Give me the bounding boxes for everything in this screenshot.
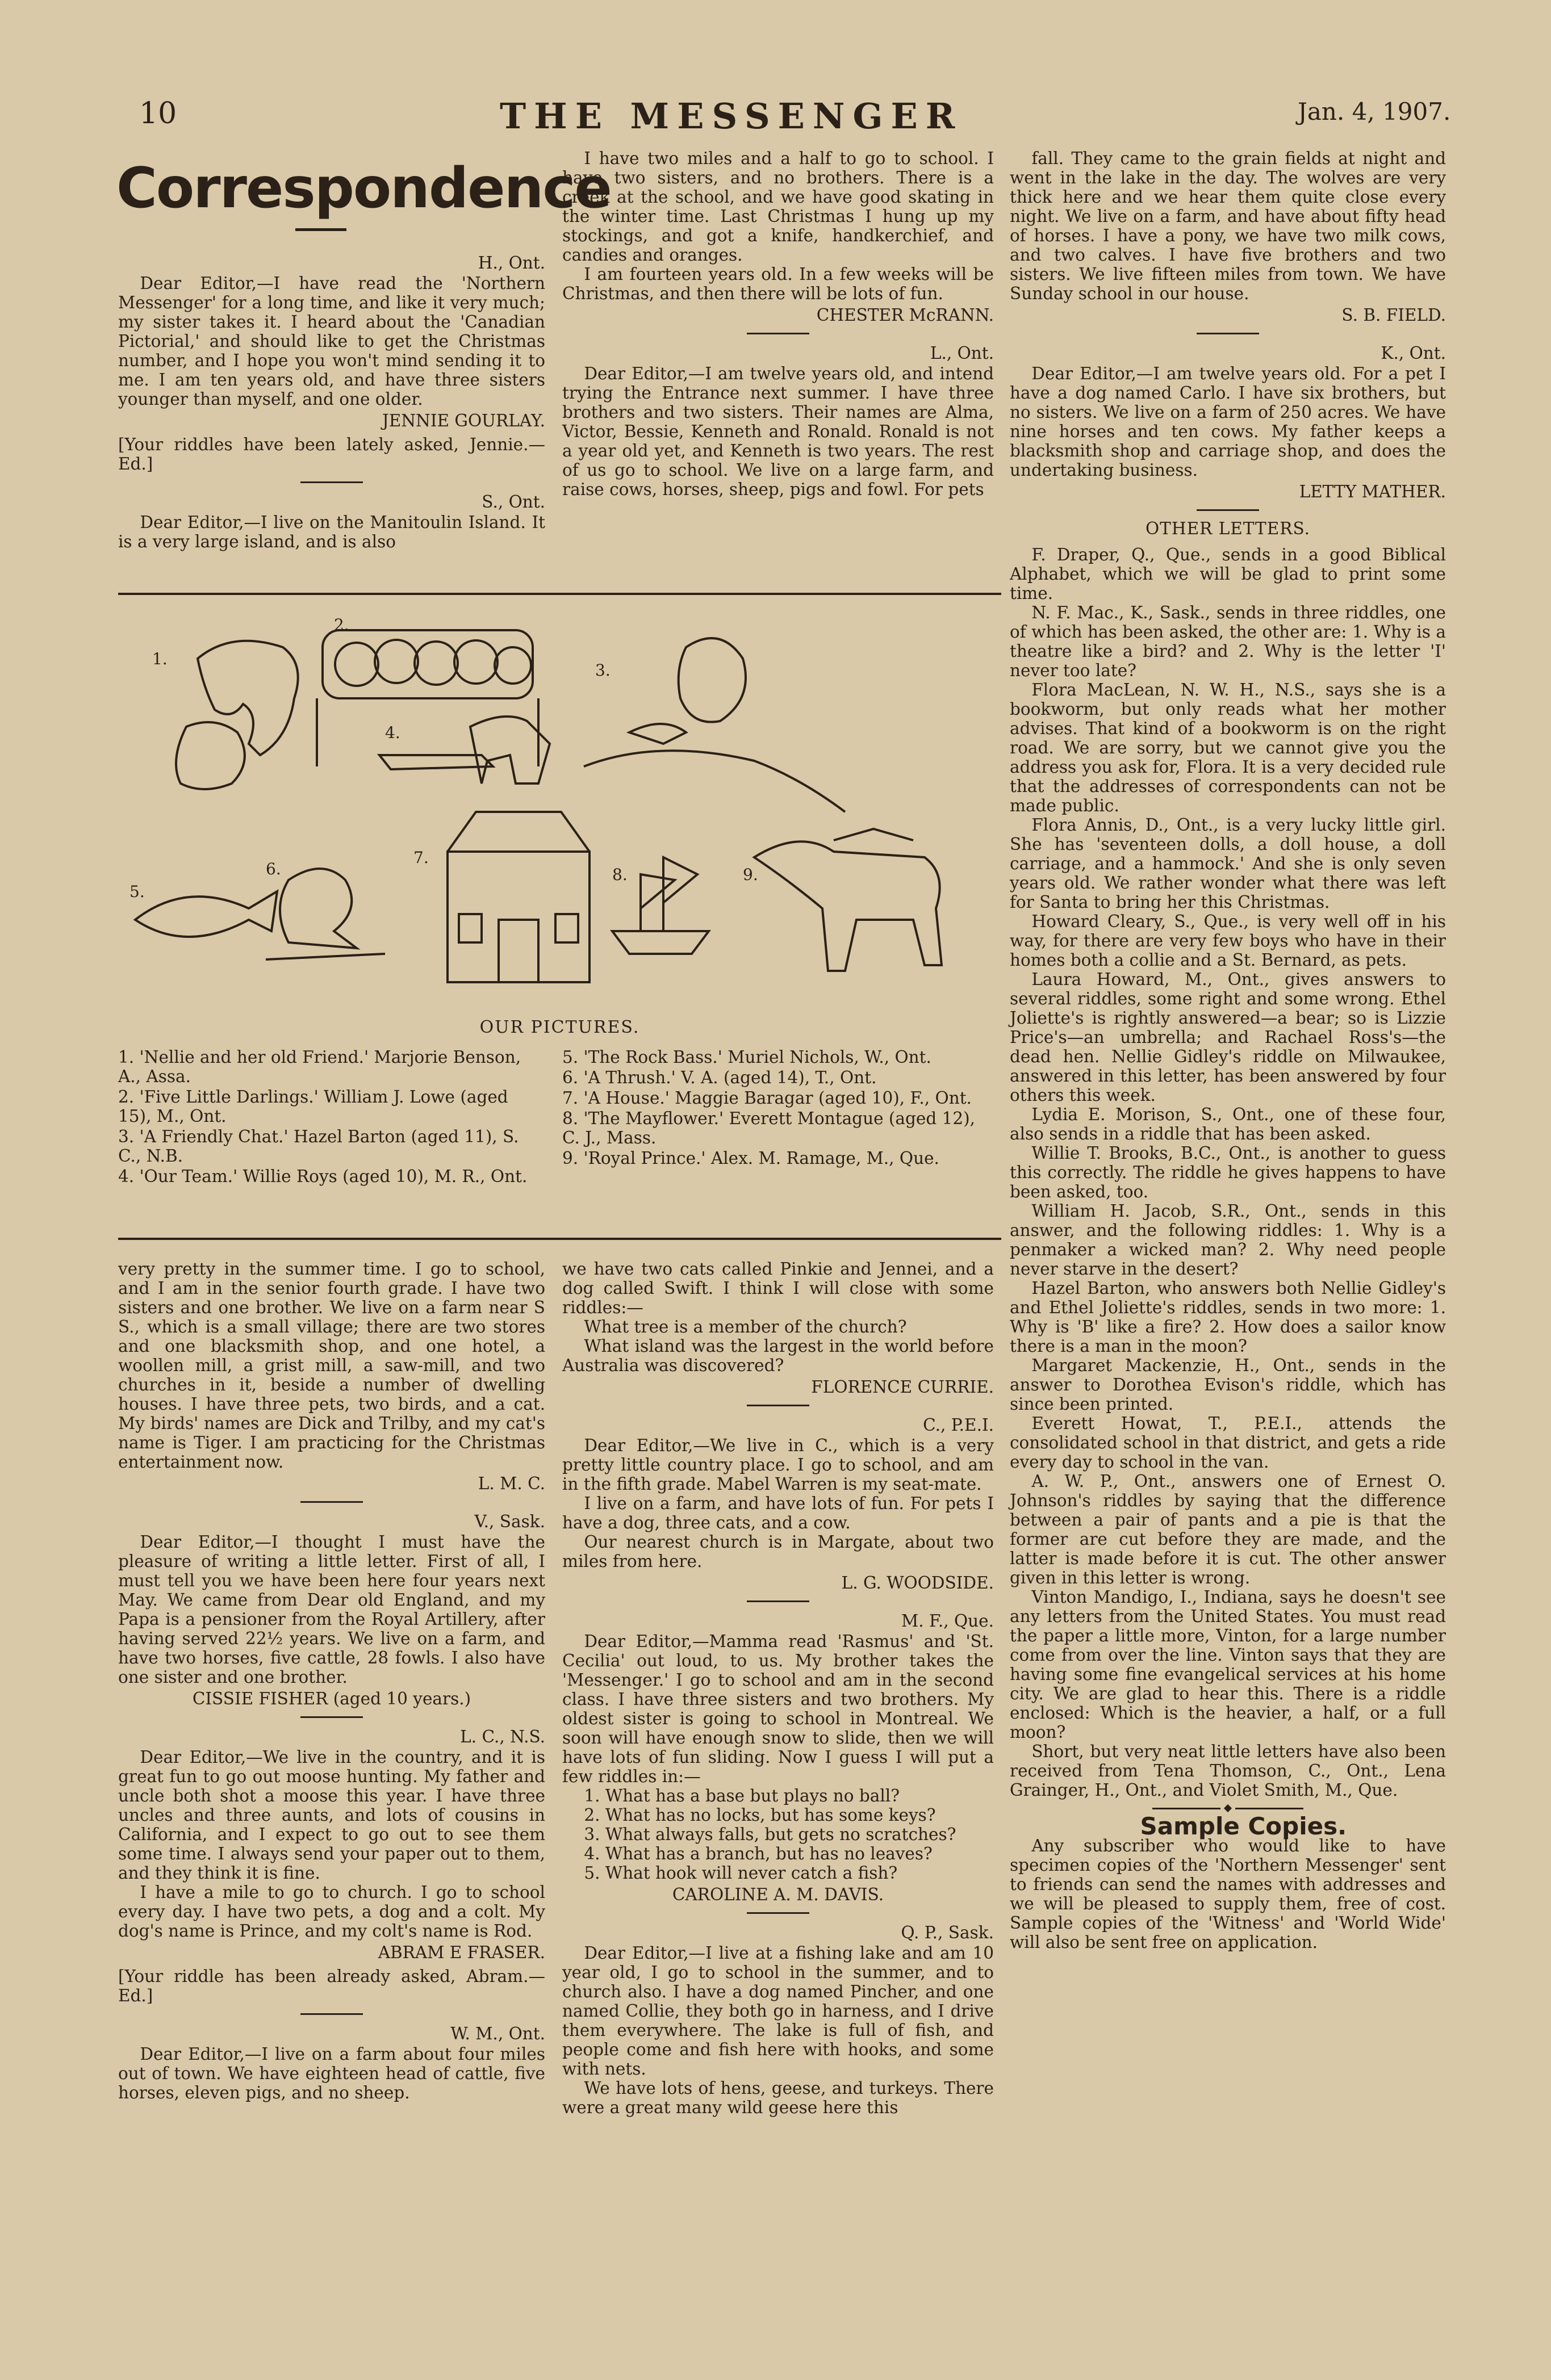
letter-location: K., Ont.	[1381, 343, 1446, 363]
picture-caption: 2. 'Five Little Darlings.' William J. Lowe (aged 15), M., Ont.	[118, 1087, 508, 1126]
mayflower-ship-drawing	[612, 931, 709, 954]
column-2-top	[562, 149, 994, 499]
separator-rule	[747, 333, 809, 334]
thrush-drawing	[280, 869, 357, 948]
letter-paragraph: I have two miles and a half to go to school. I have two sisters, and no brothers. There is a creek at the school, and we have good skating in the winter time. Last Christmas I hung up my stockings, and got a knife, handkerchief, and candies and oranges.	[562, 149, 994, 265]
squirrel-drawing	[679, 638, 746, 722]
letter-signature: S. B. FIELD.	[1341, 305, 1446, 325]
picture-caption: 3. 'A Friendly Chat.' Hazel Barton (aged 11), S. C., N.B.	[118, 1127, 519, 1166]
column-3	[1010, 149, 1446, 1952]
letter-paragraph: I have a mile to go to church. I go to school every day. I have two pets, a dog and a colt. My dog's name is Prince, and my colt's name is Rod.	[118, 1883, 545, 1941]
letter-paragraph: Lydia E. Morison, S., Ont., one of these four, also sends in a riddle that has been asked.	[1010, 1105, 1446, 1143]
letter-paragraph: William H. Jacob, S.R., Ont., sends in this answer, and the following riddles: 1. Why is a penmaker a wicked man? 2. Why need people never starve in the desert?	[1010, 1201, 1446, 1279]
riddle-item: 1. What has a base but plays no ball?	[584, 1786, 900, 1805]
letter-paragraph: Hazel Barton, who answers both Nellie Gidley's and Ethel Joliette's riddles, sends in two more: 1. Why is 'B' like a fire? 2. How does a sailor know there is a man in the moon?	[1010, 1279, 1446, 1356]
letter-paragraph: I live on a farm, and have lots of fun. For pets I have a dog, three cats, and a cow.	[562, 1494, 994, 1532]
letter-signature: CISSIE FISHER (aged 10 years.)	[192, 1689, 471, 1708]
letter-paragraph: Dear Editor,—I live on a farm about four miles out of town. We have eighteen head of cattle, five horses, eleven pigs, and no sheep.	[118, 2044, 545, 2102]
letter-paragraph: Flora MacLean, N. W. H., N.S., says she is a bookworm, but only reads what her mother advises. That kind of a bookworm is on the right road. We are sorry, but we cannot give you the address you ask for, Flora. It is a very decided rule that the addresses of correspondents can not be made public.	[1010, 680, 1446, 815]
letter-paragraph: I am fourteen years old. In a few weeks will be Christmas, and then there will be lots of fun.	[562, 265, 994, 303]
separator-rule	[747, 1405, 809, 1406]
issue-date: Jan. 4, 1907.	[1298, 98, 1451, 125]
letter-paragraph: Dear Editor,—I thought I must have the pleasure of writing a little letter. First of all, I must tell you we have been here four years next May. We came from Dear old England, and my Papa is a pensioner from the Royal Artillery, after having served 22½ years. We live on a farm, and have two horses, five cattle, 28 fowls. I also have one sister and one brother.	[118, 1532, 545, 1687]
letter-location: L., Ont.	[930, 343, 994, 363]
letter-paragraph: Flora Annis, D., Ont., is a very lucky little girl. She has 'seventeen dolls, a doll house, a doll carriage, and a hammock.' And she is only seven years old. We rather wonder what there was left for Santa to bring her this Christmas.	[1010, 815, 1446, 912]
letter-location: V., Sask.	[474, 1512, 545, 1531]
separator-rule	[300, 1501, 363, 1503]
letter-signature: FLORENCE CURRIE.	[811, 1377, 994, 1397]
page-number: 10	[139, 97, 177, 131]
riddle-item: 4. What has a branch, but has no leaves?	[584, 1844, 933, 1863]
paper-title: THE MESSENGER	[500, 95, 963, 137]
letter-signature: JENNIE GOURLAY.	[382, 411, 545, 430]
riddle-item: 5. What hook will never catch a fish?	[584, 1863, 898, 1883]
horse-head-drawing	[198, 641, 298, 755]
letter-paragraph: Our nearest church is in Margate, about two miles from here.	[562, 1532, 994, 1571]
children-drawings-illustration	[118, 613, 1001, 1011]
picture-caption: 8. 'The Mayflower.' Everett Montague (aged 12), C. J., Mass.	[562, 1109, 976, 1147]
separator-rule	[747, 1912, 809, 1914]
letter-paragraph: Dear Editor,—I have read the 'Northern Messenger' for a long time, and like it very much; my sister takes it. I heard about the 'Canadian Pictorial,' and should like to get the Christmas number, and I hope you won't mind sending it to me. I am ten years old, and have three sisters younger than myself, and one older.	[118, 274, 545, 409]
letter-paragraph: Everett Howat, T., P.E.I., attends the consolidated school in that district, and gets a ride every day to school in the van.	[1010, 1414, 1446, 1472]
picture-caption: 6. 'A Thrush.' V. A. (aged 14), T., Ont.	[562, 1068, 877, 1087]
editor-note: [Your riddles have been lately asked, Jennie.—Ed.]	[118, 435, 545, 474]
letter-location: M. F., Que.	[901, 1611, 994, 1631]
letter-location: H., Ont.	[478, 253, 545, 273]
separator-rule	[300, 1716, 363, 1718]
bird-on-branch	[629, 724, 686, 744]
letter-paragraph: What tree is a member of the church?	[584, 1317, 907, 1336]
letter-paragraph: Dear Editor,—I live at a fishing lake and am 10 year old, I go to school in the summer, and to church also. I have a dog named Pincher, and one named Collie, they both go in harness, and I drive them everywhere. The lake is full of fish, and people come and fish here with hooks, and some with nets.	[562, 1943, 994, 2079]
letter-location: Q. P., Sask.	[901, 1923, 994, 1942]
letter-paragraph: Margaret Mackenzie, H., Ont., sends in the answer to Dorothea Evison's riddle, which has since been printed.	[1010, 1356, 1446, 1414]
letter-location: L. C., N.S.	[460, 1727, 545, 1746]
letter-paragraph: Dear Editor,—I live on the Manitoulin Island. It is a very large island, and is also	[118, 513, 545, 551]
picture-caption: 5. 'The Rock Bass.' Muriel Nichols, W., Ont.	[562, 1047, 931, 1067]
letter-paragraph: Dear Editor,—I am twelve years old. For a pet I have a dog named Carlo. I have six brothers, but no sisters. We live on a farm of 250 acres. We have nine horses and ten cows. My father keeps a blacksmith shop and carriage shop, and does the undertaking business.	[1010, 364, 1446, 480]
picture-captions-right	[562, 1047, 994, 1169]
picture-captions-left	[118, 1047, 545, 1187]
letter-paragraph: Dear Editor,—We live in C., which is a very pretty little country place. I go to school, and am in the fifth grade. Mabel Warren is my seat-mate.	[562, 1436, 994, 1494]
separator-rule	[300, 2013, 363, 2015]
letter-signature: LETTY MATHER.	[1299, 482, 1446, 501]
picture-number-label: 5.	[129, 882, 145, 901]
letter-paragraph: Short, but very neat little letters have also been received from Tena Thomson, C., Ont., Lena Grainger, H., Ont., and Violet Smith, M., Que.	[1010, 1742, 1446, 1800]
rock-bass-drawing	[135, 891, 277, 937]
letter-paragraph: Any subscriber who would like to have specimen copies of the 'Northern Messenger' sent to friends can send the names with addresses and we will be pleased to supply them, free of cost. Sample copies of the 'Witness' and 'World Wide' will also be sent free on application.	[1010, 1836, 1446, 1952]
sample-copies-heading: Sample Copies.	[1140, 1812, 1347, 1840]
picture-number-label: 6.	[266, 860, 281, 878]
letter-location: W. M., Ont.	[450, 2024, 545, 2043]
letter-paragraph: A. W. P., Ont., answers one of Ernest O. Johnson's riddles by saying that the difference between a pair of pants and a pie is that the former are cut before they are made, and the latter is made before it is cut. The other answer given in this letter is wrong.	[1010, 1472, 1446, 1587]
picture-number-label: 3.	[595, 661, 611, 680]
portrait-frame	[323, 630, 533, 698]
section-title: Correspondence	[116, 156, 611, 221]
letter-paragraph: Laura Howard, M., Ont., gives answers to several riddles, some right and some wrong. Ethel Joliette's is rightly answered—a bear; so is Lizzie Price's—an umbrella; and Rachael Ross's—the dead hen. Nellie Gidley's riddle on Milwaukee, answered in this letter, has been answered by four others this week.	[1010, 970, 1446, 1105]
picture-caption: 4. 'Our Team.' Willie Roys (aged 10), M. R., Ont.	[118, 1167, 528, 1186]
letter-signature: L. G. WOODSIDE.	[841, 1573, 994, 1593]
royal-prince-horse-drawing	[754, 841, 942, 971]
separator-rule	[1197, 509, 1259, 511]
pictures-caption-heading: OUR PICTURES.	[479, 1017, 640, 1037]
letter-paragraph: Dear Editor,—I am twelve years old, and intend trying the Entrance next summer. I have three brothers and two sisters. Their names are Alma, Victor, Bessie, Kenneth and Ronald. Ronald is not a year old yet, and Kenneth is two years. The rest of us go to school. We live on a large farm, and raise cows, horses, sheep, pigs and fowl. For pets	[562, 364, 994, 499]
column-2-bottom	[562, 1259, 994, 2117]
letter-paragraph: we have two cats called Pinkie and Jennei, and a dog called Swift. I think I will close with some riddles:—	[562, 1259, 994, 1317]
column-1-top	[118, 244, 545, 551]
letter-paragraph: F. Draper, Q., Que., sends in a good Biblical Alphabet, which we will be glad to print some time.	[1010, 545, 1446, 603]
picture-caption: 9. 'Royal Prince.' Alex. M. Ramage, M., Que.	[562, 1149, 939, 1168]
letter-paragraph: Dear Editor,—We live in the country, and it is great fun to go out moose hunting. My father and uncle both shot a moose this year. I have three uncles and three aunts, and lots of cousins in California, and I expect to go out to see them some time. I always send your paper out to them, and they think it is fine.	[118, 1748, 545, 1883]
title-rule	[295, 228, 346, 231]
letter-paragraph: Howard Cleary, S., Que., is very well off in his way, for there are very few boys who have in their homes both a collie and a St. Bernard, as pets.	[1010, 912, 1446, 970]
picture-number-label: 4.	[385, 723, 400, 742]
picture-number-label: 1.	[152, 650, 168, 668]
riddle-item: 2. What has no locks, but has some keys?	[584, 1805, 936, 1825]
riddle-item: 3. What always falls, but gets no scratches?	[584, 1825, 956, 1844]
editor-note: [Your riddle has been already asked, Abram.—Ed.]	[118, 1967, 545, 2005]
picture-caption: 7. 'A House.' Maggie Baragar (aged 10), F., Ont.	[562, 1088, 972, 1108]
letter-paragraph: very pretty in the summer time. I go to school, and I am in the senior fourth grade. I have two sisters and one brother. We live on a farm near S S., which is a small village; there are two stores and one blacksmith shop, and one hotel, a woollen mill, a grist mill, a saw-mill, and two churches in it, beside a number of dwelling houses. I have three pets, two birds, and a cat. My birds' names are Dick and Trilby, and my cat's name is Tiger. I am practicing for the Christmas entertainment now.	[118, 1259, 545, 1472]
picture-caption: 1. 'Nellie and her old Friend.' Marjorie Benson, A., Assa.	[118, 1047, 521, 1086]
letter-paragraph: We have lots of hens, geese, and turkeys. There were a great many wild geese here this	[562, 2079, 994, 2117]
separator-rule	[1197, 333, 1259, 334]
letter-paragraph: What island was the largest in the world before Australia was discovered?	[562, 1336, 994, 1375]
ornament-rule	[1010, 1805, 1446, 1811]
picture-top-rule	[118, 593, 1001, 595]
picture-number-label: 8.	[612, 865, 628, 884]
letter-signature: L. M. C.	[478, 1474, 545, 1493]
cat-drawing	[176, 722, 245, 789]
letter-paragraph: Vinton Mandigo, I., Indiana, says he doesn't see any letters from the United States. You must read the paper a little more, Vinton, for a large number come from over the line. Vinton says that they are having some fine evangelical services at his home city. We are glad to hear this. There is a riddle enclosed: Which is the heavier, a half, or a full moon?	[1010, 1587, 1446, 1742]
separator-rule	[300, 481, 363, 483]
column-1-bottom	[118, 1259, 545, 2102]
letter-signature: ABRAM E FRASER.	[378, 1943, 545, 1962]
house-drawing	[448, 852, 590, 982]
separator-rule	[747, 1600, 809, 1602]
picture-number-label: 7.	[413, 848, 429, 867]
section-heading: OTHER LETTERS.	[1145, 519, 1310, 538]
letter-location: C., P.E.I.	[923, 1415, 994, 1435]
letter-paragraph: fall. They came to the grain fields at night and went in the lake in the day. The wolves are very thick here and we hear them quite close every night. We live on a farm, and have about fifty head of horses. I have a pony, we have two milk cows, and two calves. I have five brothers and two sisters. We live fifteen miles from town. We have Sunday school in our house.	[1010, 149, 1446, 303]
letter-signature: CHESTER McRANN.	[816, 305, 994, 325]
letter-location: S., Ont.	[482, 492, 545, 512]
letter-paragraph: Willie T. Brooks, B.C., Ont., is another to guess this correctly. The riddle he gives happens to have been asked, too.	[1010, 1143, 1446, 1201]
letter-paragraph: N. F. Mac., K., Sask., sends in three riddles, one of which has been asked, the other are: 1. Why is a theatre like a bird? and 2. Why is the letter 'I' never too late?	[1010, 603, 1446, 680]
letter-signature: CAROLINE A. M. DAVIS.	[672, 1885, 884, 1904]
picture-number-label: 9.	[743, 865, 758, 884]
letter-paragraph: Dear Editor,—Mamma read 'Rasmus' and 'St. Cecilia' out loud, to us. My brother takes the 'Messenger.' I go to school and am in the second class. I have three sisters and two brothers. My oldest sister is going to school in Montreal. We soon will have enough snow to slide, then we will have lots of fun sliding. Now I guess I will put a few riddles in:—	[562, 1632, 994, 1786]
picture-number-label: 2.	[334, 615, 349, 634]
picture-bottom-rule	[118, 1238, 1001, 1240]
